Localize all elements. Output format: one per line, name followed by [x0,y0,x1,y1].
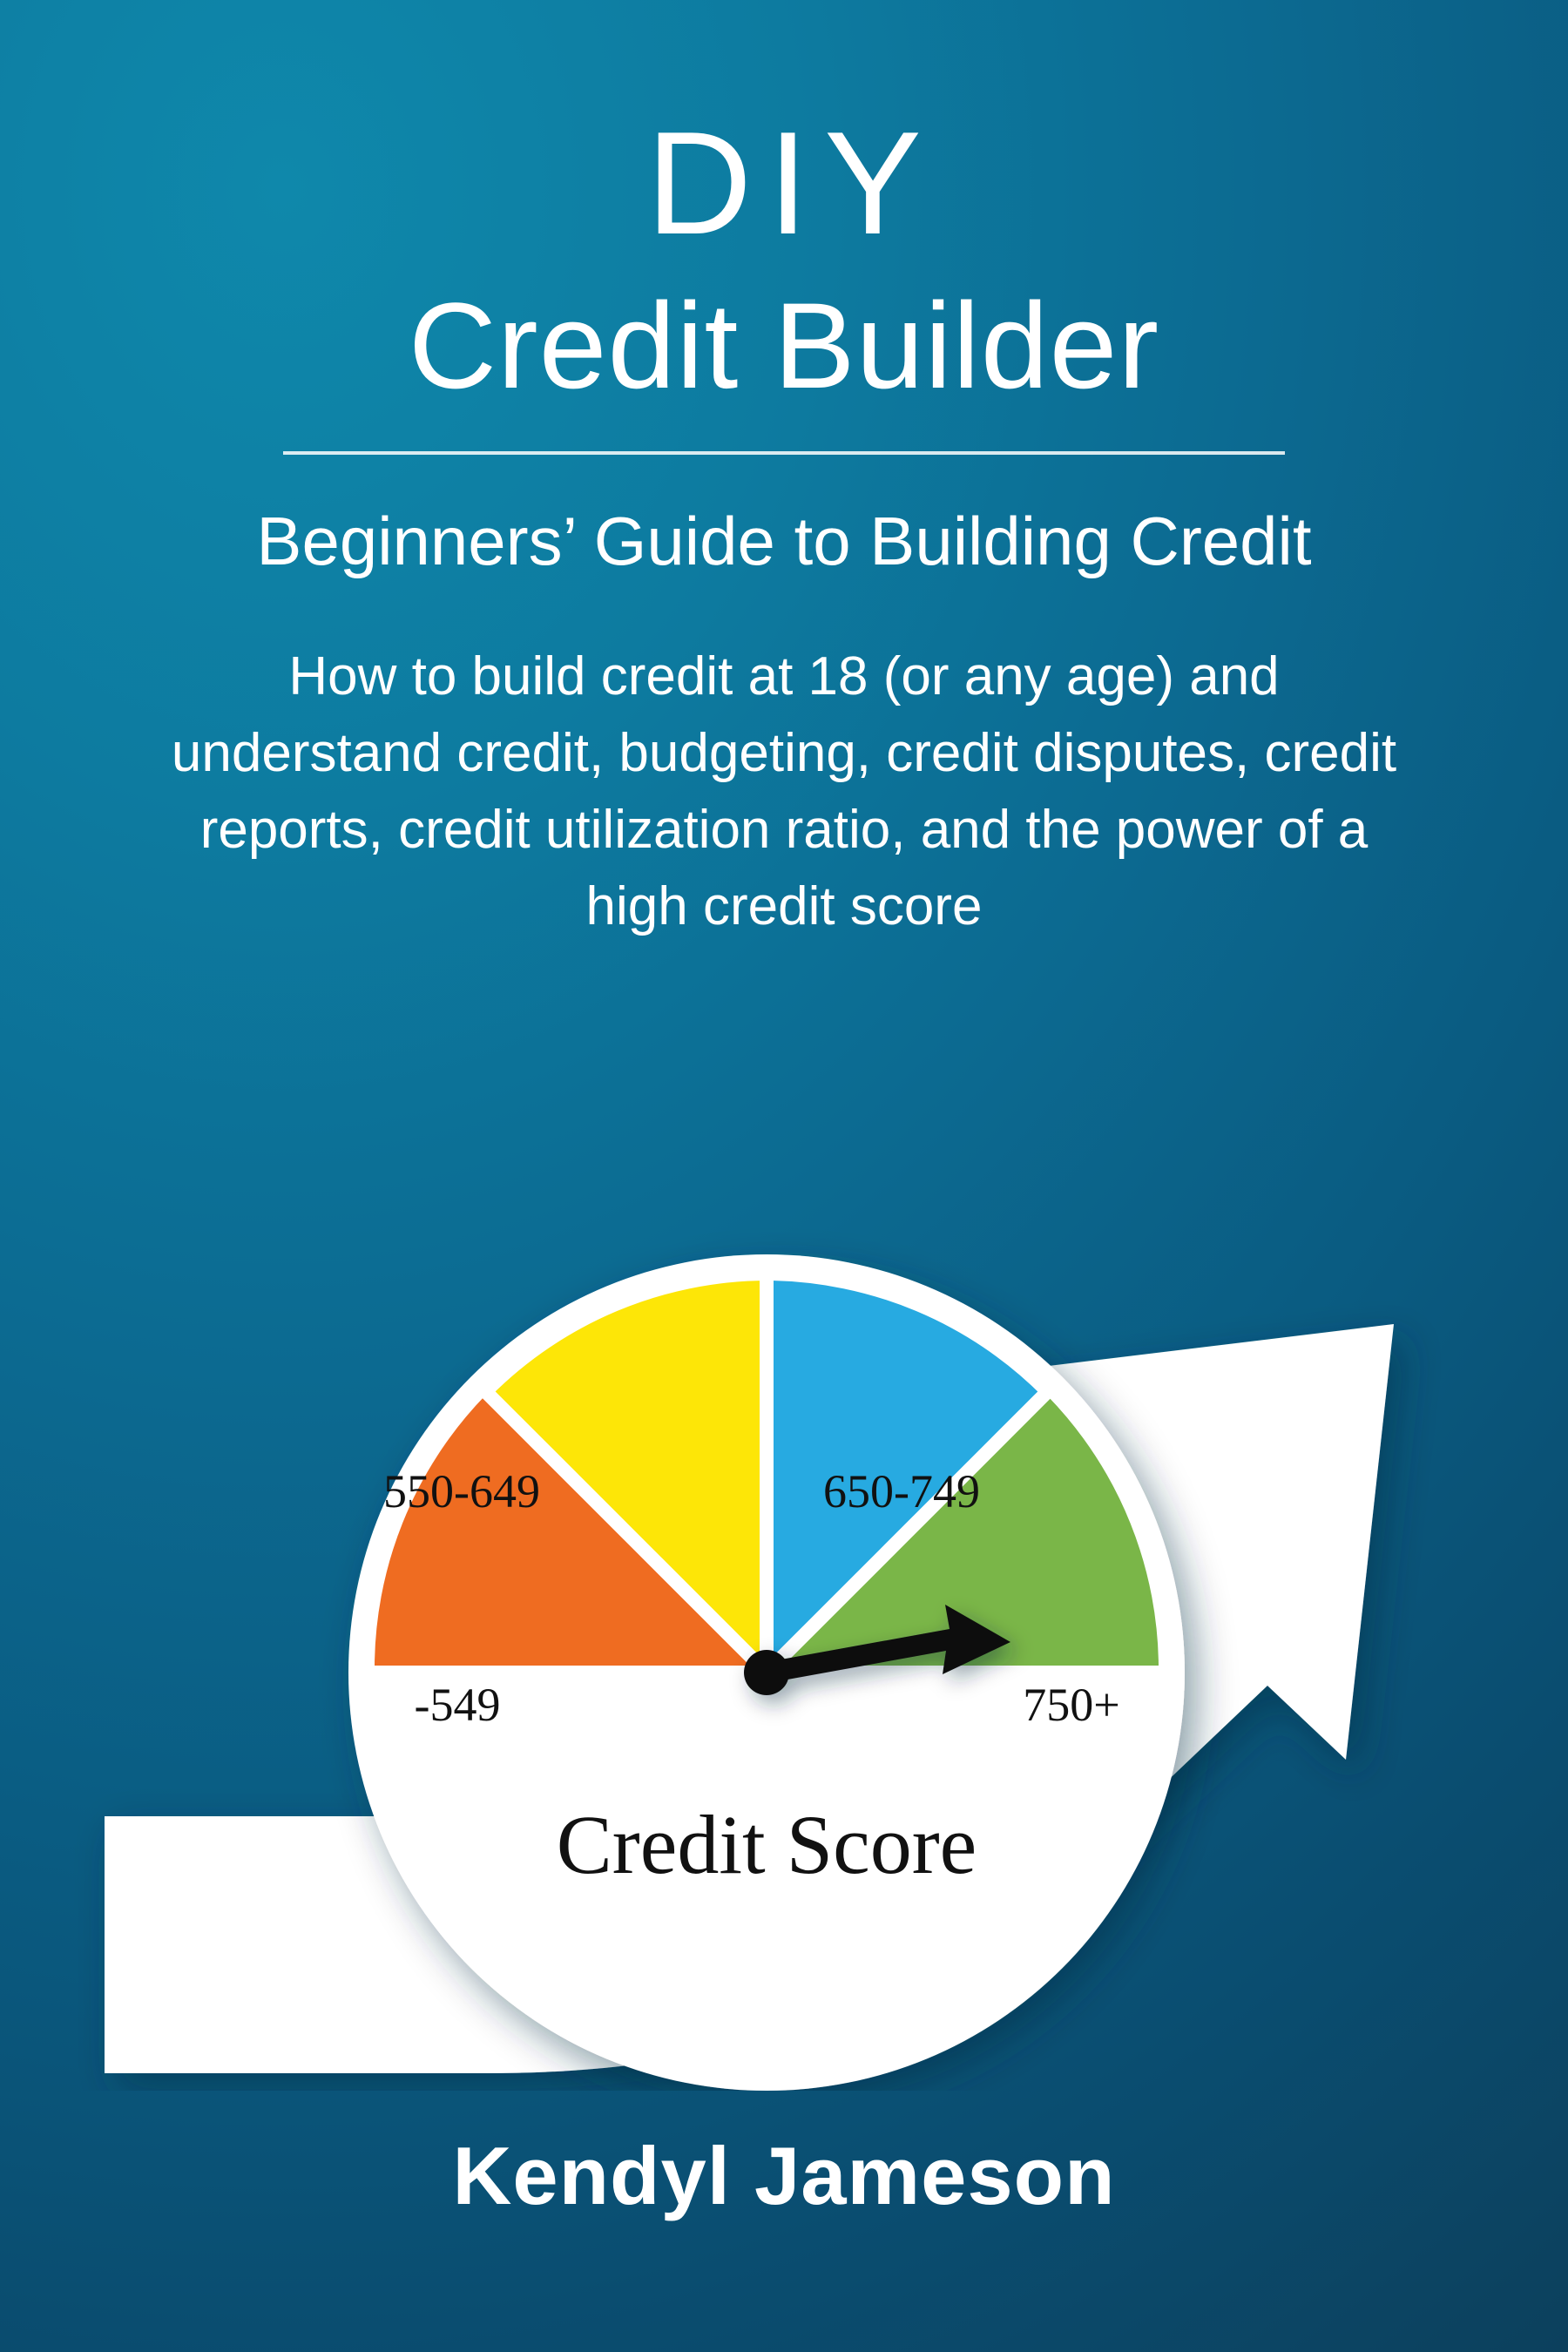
chart-caption: Credit Score [556,1798,977,1891]
title-divider [283,451,1285,455]
author-name: Kendyl Jameson [452,2130,1116,2221]
title-block [0,101,1568,945]
cover-artwork [0,941,1568,2091]
subtitle: Beginners’ Guide to Building Credit [256,503,1312,580]
page-title-secondary: Credit Builder [408,277,1160,415]
slice-label-0: -549 [414,1679,501,1731]
description-text: How to build credit at 18 (or any age) and understand credit, budgeting, credit disputes, credit reports, credit utilization ratio, and the power of a high credit score [171,646,1397,937]
slice-label-1: 550-649 [383,1465,540,1517]
slice-label-2: 650-749 [823,1465,980,1517]
slice-label-3: 750+ [1023,1679,1120,1731]
page-title: DIY [645,101,938,265]
